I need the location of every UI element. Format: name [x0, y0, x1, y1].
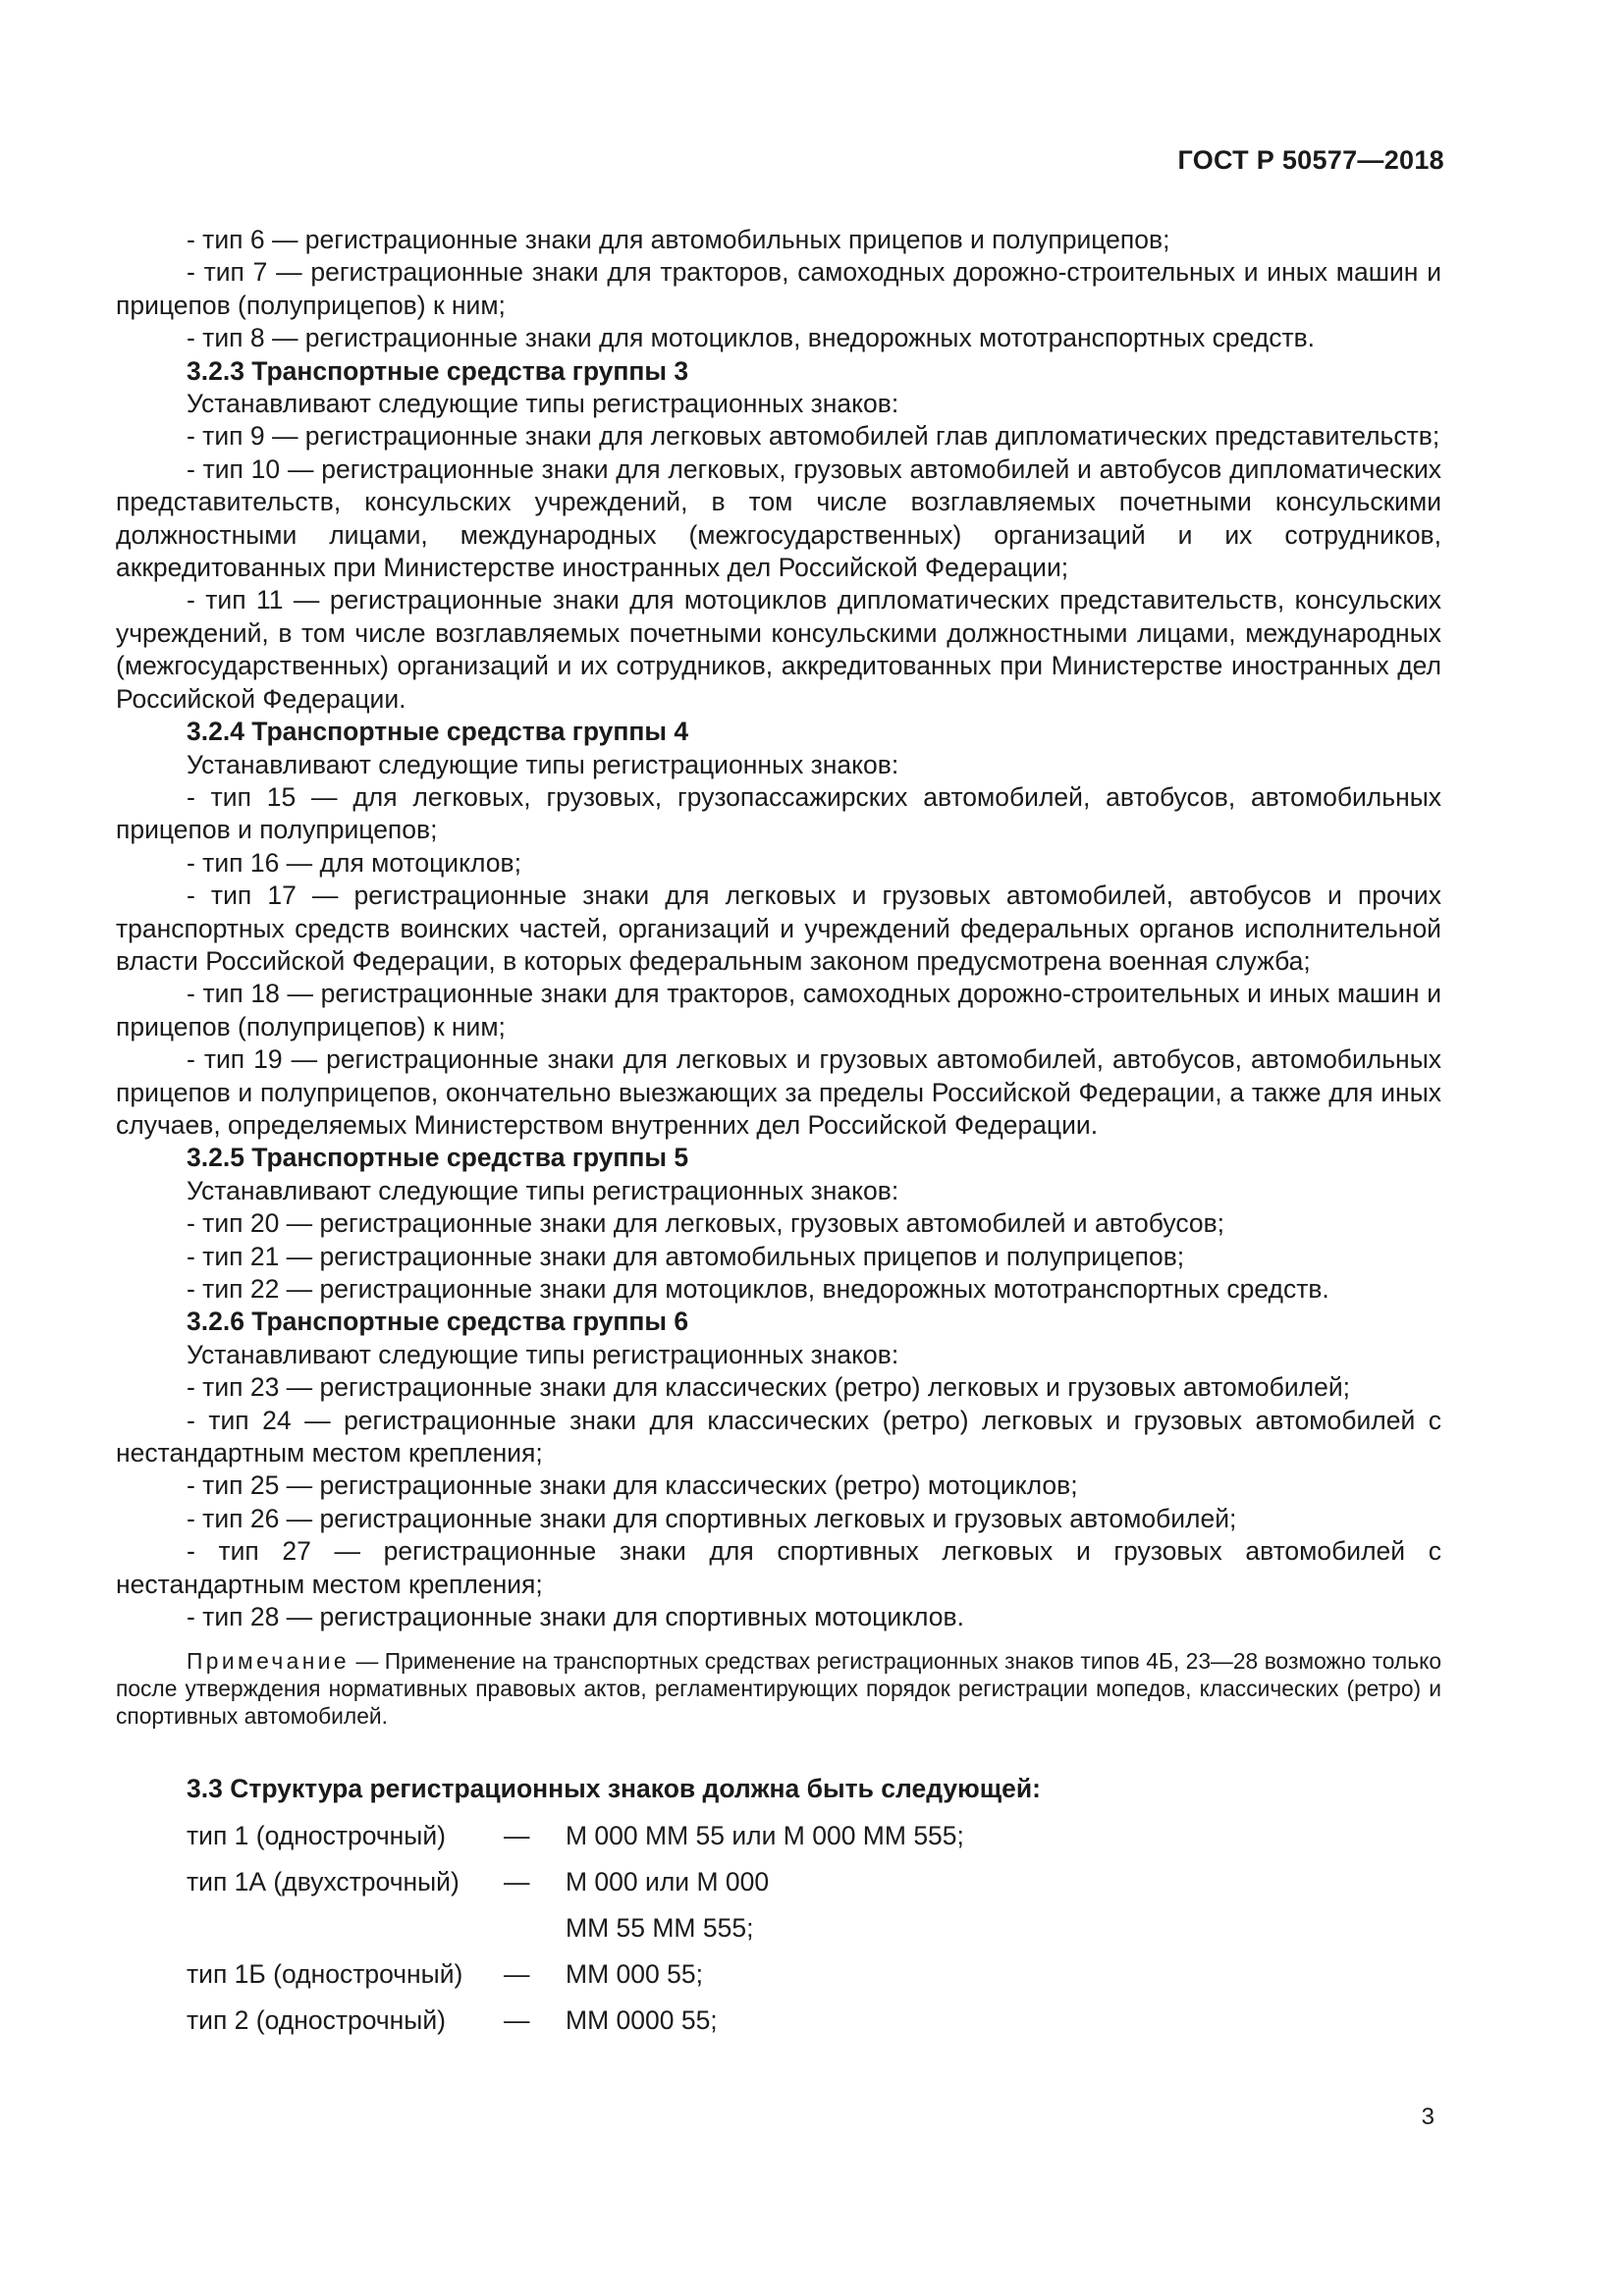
structure-row [116, 1912, 1441, 1958]
structure-format: ММ 000 55; [566, 1958, 703, 1989]
structure-format: М 000 или М 000 [566, 1866, 770, 1896]
section-heading: 3.2.3 Транспортные средства группы 3 [187, 355, 689, 386]
section-heading: 3.2.6 Транспортные средства группы 6 [187, 1307, 689, 1337]
list-item: - тип 26 — регистрационные знаки для спортивных легковых и грузовых автомобилей; [187, 1503, 1237, 1533]
note-text: — Применение на транспортных средствах регистрационных знаков типов 4Б, 23—28 возможно только после утверждения нормативных правовых актов, регламентирующих порядок регистрации мопедов, классических (ретро) и спортивных автомобилей. [116, 1648, 1441, 1730]
list-item: - тип 18 — регистрационные знаки для тракторов, самоходных дорожно-строительных и иных машин и прицепов (полуприцепов) к ним; [116, 979, 1441, 1041]
structure-type: тип 1 (однострочный) [187, 1820, 446, 1850]
list-item: - тип 15 — для легковых, грузовых, грузопассажирских автомобилей, автобусов, автомобильных прицепов и полуприцепов; [116, 781, 1441, 845]
section-heading: 3.2.4 Транспортные средства группы 4 [187, 717, 689, 747]
list-item: - тип 21 — регистрационные знаки для автомобильных прицепов и полуприцепов; [187, 1241, 1185, 1271]
structure-row [116, 1866, 1441, 1912]
structure-row [116, 1820, 1441, 1866]
paragraph: Устанавливают следующие типы регистрационных знаков: [187, 1175, 899, 1205]
list-item: - тип 22 — регистрационные знаки для мотоциклов, внедорожных мототранспортных средств. [187, 1274, 1329, 1304]
section-heading: 3.2.5 Транспортные средства группы 5 [187, 1143, 689, 1173]
list-item: - тип 11 — регистрационные знаки для мотоциклов дипломатических представительств, консульских учреждений, в том числе возглавляемых почетными консульскими должностными лицами, международных (межгосударственных) организаций и их сотрудников, аккредитованных при Министерстве иностранных дел Российской Федерации. [116, 585, 1441, 714]
document-body [116, 224, 1441, 2051]
paragraph: Устанавливают следующие типы регистрационных знаков: [187, 749, 899, 779]
section-heading-3-3: 3.3 Структура регистрационных знаков должна быть следующей: [187, 1774, 1041, 1804]
list-item: - тип 25 — регистрационные знаки для классических (ретро) мотоциклов; [187, 1470, 1078, 1501]
list-item: - тип 27 — регистрационные знаки для спортивных легковых и грузовых автомобилей с нестандартным местом крепления; [116, 1536, 1441, 1599]
list-item: - тип 24 — регистрационные знаки для классических (ретро) легковых и грузовых автомобилей с нестандартным местом крепления; [116, 1405, 1441, 1468]
list-item: - тип 19 — регистрационные знаки для легковых и грузовых автомобилей, автобусов, автомобильных прицепов и полуприцепов, окончательно выезжающих за пределы Российской Федерации, а также для иных случаев, определяемых Министерством внутренних дел Российской Федерации. [116, 1044, 1441, 1140]
structure-row [116, 2004, 1441, 2051]
structure-dash: — [504, 1866, 530, 1896]
document-header: ГОСТ Р 50577—2018 [1177, 145, 1444, 175]
structure-type: тип 2 (однострочный) [187, 2004, 446, 2035]
paragraph: Устанавливают следующие типы регистрационных знаков: [187, 389, 899, 419]
structure-table [116, 1820, 1441, 2051]
list-item: - тип 20 — регистрационные знаки для легковых, грузовых автомобилей и автобусов; [187, 1208, 1225, 1239]
list-item: - тип 7 — регистрационные знаки для тракторов, самоходных дорожно-строительных и иных машин и прицепов (полуприцепов) к ним; [116, 257, 1441, 320]
page-number: 3 [1421, 2104, 1435, 2130]
paragraph: Устанавливают следующие типы регистрационных знаков: [187, 1339, 899, 1369]
structure-row [116, 1958, 1441, 2004]
list-item: - тип 8 — регистрационные знаки для мотоциклов, внедорожных мототранспортных средств. [187, 323, 1316, 353]
list-item: - тип 10 — регистрационные знаки для легковых, грузовых автомобилей и автобусов дипломатических представительств, консульских учреждений, в том числе возглавляемых почетными консульскими должностными лицами, международных (межгосударственных) организаций и их сотрудников, аккредитованных при Министерстве иностранных дел Российской Федерации; [116, 454, 1441, 583]
note-label: Примечание [187, 1648, 350, 1675]
structure-dash: — [504, 1958, 530, 1989]
structure-type: тип 1А (двухстрочный) [187, 1866, 460, 1896]
note [116, 1647, 1441, 1730]
list-item: - тип 23 — регистрационные знаки для классических (ретро) легковых и грузовых автомобилей; [187, 1372, 1351, 1403]
structure-type: тип 1Б (однострочный) [187, 1958, 463, 1989]
structure-format: М 000 ММ 55 или М 000 ММ 555; [566, 1820, 964, 1850]
structure-dash: — [504, 1820, 530, 1850]
list-item: - тип 9 — регистрационные знаки для легковых автомобилей глав дипломатических представительств; [187, 421, 1440, 452]
list-item: - тип 6 — регистрационные знаки для автомобильных прицепов и полуприцепов; [187, 225, 1170, 254]
structure-dash: — [504, 2004, 530, 2035]
structure-format: ММ 55 ММ 555; [566, 1912, 754, 1943]
structure-format: ММ 0000 55; [566, 2004, 718, 2035]
list-item: - тип 16 — для мотоциклов; [187, 847, 521, 878]
list-item: - тип 17 — регистрационные знаки для легковых и грузовых автомобилей, автобусов и прочих транспортных средств воинских частей, организаций и учреждений федеральных органов исполнительной власти Российской Федерации, в которых федеральным законом предусмотрена военная служба; [116, 881, 1441, 976]
list-item: - тип 28 — регистрационные знаки для спортивных мотоциклов. [187, 1602, 964, 1632]
